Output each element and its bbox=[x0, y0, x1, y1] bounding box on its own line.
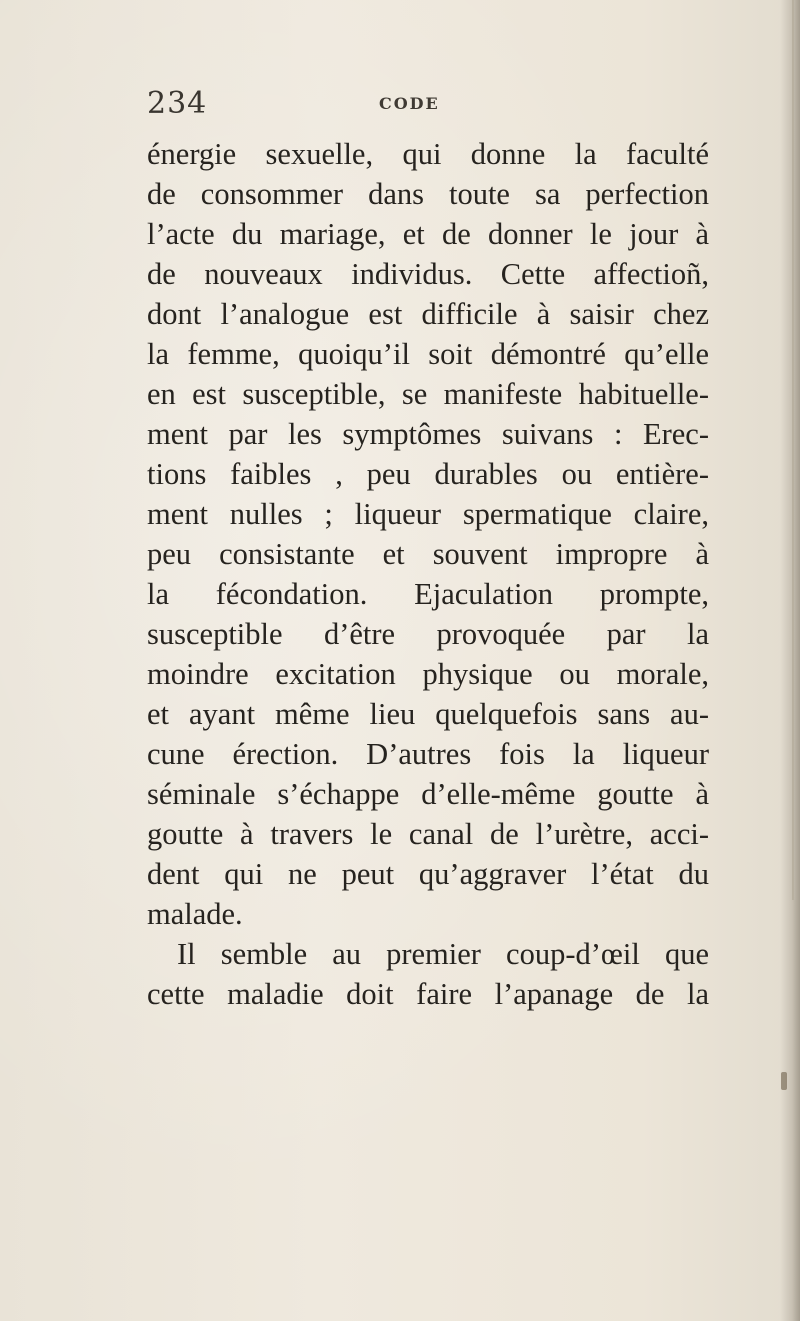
text-line: susceptible d’être provoquée par la bbox=[147, 617, 709, 651]
text-line-paragraph-end: malade. bbox=[147, 897, 243, 931]
text-line: de consommer dans toute sa perfection bbox=[147, 177, 709, 211]
text-line: la fécondation. Ejaculation prompte, bbox=[147, 577, 709, 611]
text-line: la femme, quoiqu’il soit démontré qu’elle bbox=[147, 337, 709, 371]
text-line: peu consistante et souvent impropre à bbox=[147, 537, 709, 571]
page-edge-shadow bbox=[780, 0, 800, 1321]
text-line: ment par les symptômes suivans : Erec- bbox=[147, 417, 709, 451]
body-text bbox=[147, 134, 709, 1014]
text-line: ment nulles ; liqueur spermatique claire, bbox=[147, 497, 709, 531]
text-line: séminale s’échappe d’elle-même goutte à bbox=[147, 777, 709, 811]
text-line: goutte à travers le canal de l’urètre, acci- bbox=[147, 817, 709, 851]
text-line: en est susceptible, se manifeste habituelle- bbox=[147, 377, 709, 411]
page-header bbox=[147, 86, 707, 126]
running-title: CODE bbox=[379, 94, 440, 113]
text-line: moindre excitation physique ou morale, bbox=[147, 657, 709, 691]
text-line: et ayant même lieu quelquefois sans au- bbox=[147, 697, 709, 731]
text-line: énergie sexuelle, qui donne la faculté bbox=[147, 137, 709, 171]
text-line: dent qui ne peut qu’aggraver l’état du bbox=[147, 857, 709, 891]
text-line: de nouveaux individus. Cette affectioñ, bbox=[147, 257, 709, 291]
text-line: l’acte du mariage, et de donner le jour à bbox=[147, 217, 709, 251]
page-number: 234 bbox=[147, 86, 208, 121]
text-line: cune érection. D’autres fois la liqueur bbox=[147, 737, 709, 771]
page-edge-line bbox=[792, 0, 794, 900]
text-line: tions faibles , peu durables ou entière- bbox=[147, 457, 709, 491]
stray-ink-mark bbox=[781, 1072, 787, 1090]
text-line-paragraph-start: Il semble au premier coup-d’œil que bbox=[177, 937, 709, 971]
text-line: dont l’analogue est difficile à saisir chez bbox=[147, 297, 709, 331]
text-line: cette maladie doit faire l’apanage de la bbox=[147, 977, 709, 1011]
